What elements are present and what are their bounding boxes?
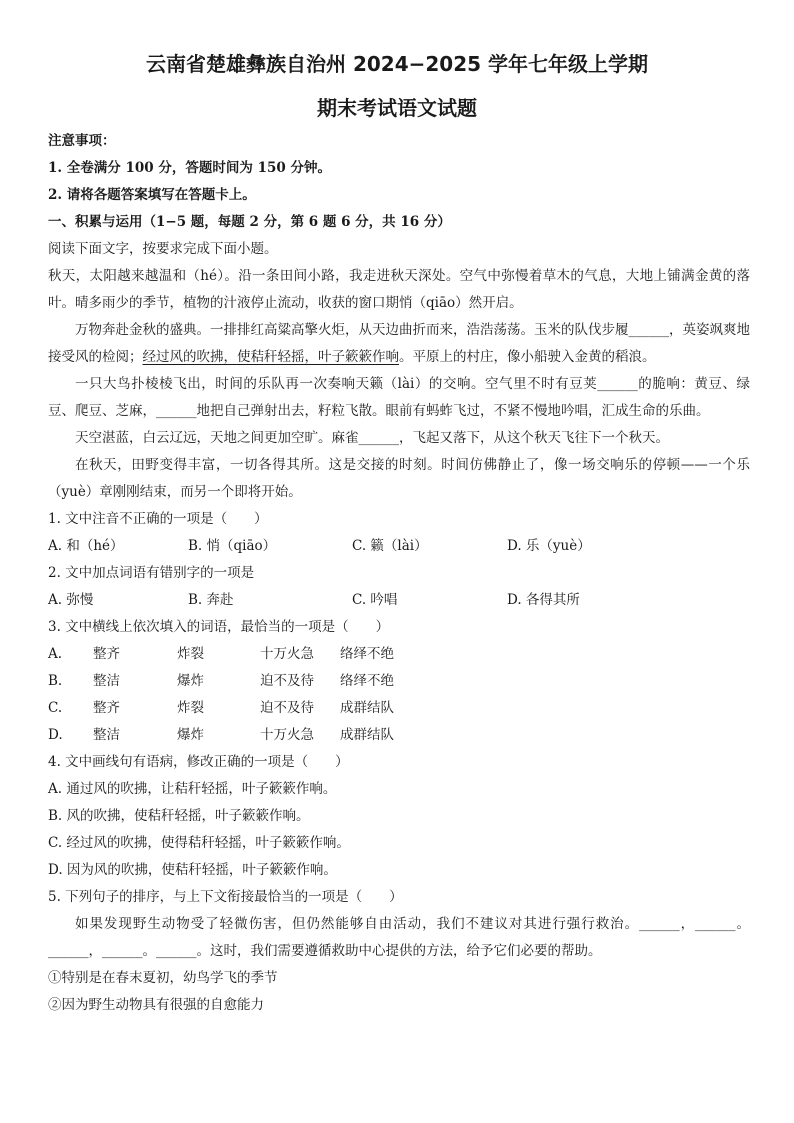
passage-paragraph-1: 秋天，太阳越来越温和（hé）。沿一条田间小路，我走进秋天深处。空气中弥慢着草木的气息，大地上铺满金黄的落叶。晴多雨少的季节，植物的汁液停止流动，收获的窗口期悄（qiāo）然开启。: [48, 268, 750, 311]
word-1: 整洁: [93, 727, 120, 743]
underlined-sentence: 经过风的吹拂，使秸秆轻摇，叶子簌簌作响: [142, 349, 399, 365]
passage-paragraph-4: 天空湛蓝，白云辽远，天地之间更加空旷。麻雀______，飞起又落下，从这个秋天飞往下一个秋天。: [75, 430, 669, 446]
notes-item-1: 1. 全卷满分 100 分，答题时间为 150 分钟。: [48, 160, 331, 176]
question-2-option-d: D. 各得其所: [507, 592, 580, 608]
question-2-stem: 2. 文中加点词语有错别字的一项是: [48, 565, 255, 581]
exam-title-line1: 云南省楚雄彝族自治州 2024−2025 学年七年级上学期: [145, 52, 648, 76]
word-4: 成群结队: [340, 700, 394, 716]
question-5-passage: 如果发现野生动物受了轻微伤害，但仍然能够自由活动，我们不建议对其进行强行救治。______，______。______，______。______。这时，我们需要遵循救助中心提供的方法，给予它们必要的帮助。: [48, 916, 750, 959]
question-4-option-a: A. 通过风的吹拂，让秸秆轻摇，叶子簌簌作响。: [48, 781, 337, 797]
passage-paragraph-5: 在秋天，田野变得丰富，一切各得其所。这是交接的时刻。时间仿佛静止了，像一场交响乐的停顿——一个乐（yuè）章刚刚结束，而另一个即将开始。: [48, 457, 750, 500]
passage-paragraph-2-end: 。平原上的村庄，像小船驶入金黄的稻浪。: [399, 349, 656, 365]
question-3-option-d: [48, 722, 750, 749]
option-letter: C.: [48, 700, 63, 716]
question-2-option-c: C. 吟唱: [352, 592, 398, 608]
word-1: 整齐: [93, 646, 120, 662]
question-4-option-d: D. 因为风的吹拂，使秸秆轻摇，叶子簌簌作响。: [48, 862, 337, 878]
option-letter: D.: [48, 727, 63, 743]
word-2: 炸裂: [177, 700, 204, 716]
word-4: 络绎不绝: [340, 646, 394, 662]
question-2-options: [48, 587, 750, 614]
question-2-option-a: A. 弥慢: [48, 592, 94, 608]
question-3-option-a: [48, 641, 750, 668]
question-1-option-c: C. 籁（lài）: [352, 538, 428, 554]
question-5-item-1: ①特别是在春末夏初，幼鸟学飞的季节: [48, 970, 278, 986]
passage-paragraph-3: 一只大鸟扑棱棱飞出，时间的乐队再一次奏响天籁（lài）的交响。空气里不时有豆荚______的脆响：黄豆、绿豆、爬豆、芝麻，______地把自己弹射出去，籽粒飞散。眼前有蚂蚱飞过，不紧不慢地吟唱，汇成生命的乐曲。: [48, 376, 750, 419]
word-2: 爆炸: [177, 673, 204, 689]
question-1-stem: 1. 文中注音不正确的一项是（ ）: [48, 511, 268, 527]
option-letter: A.: [48, 646, 63, 662]
word-4: 络绎不绝: [340, 673, 394, 689]
exam-title-line2: 期末考试语文试题: [317, 96, 477, 120]
question-2-option-b: B. 奔赴: [188, 592, 234, 608]
question-4-option-b: B. 风的吹拂，使秸秆轻摇，叶子簌簌作响。: [48, 808, 310, 824]
question-5-stem: 5. 下列句子的排序，与上下文衔接最恰当的一项是（ ）: [48, 889, 403, 905]
question-1-option-b: B. 悄（qiāo）: [188, 538, 277, 554]
word-1: 整洁: [93, 673, 120, 689]
word-3: 迫不及待: [260, 673, 314, 689]
exam-body: [48, 128, 750, 1019]
notes-item-2: 2. 请将各题答案填写在答题卡上。: [48, 187, 256, 203]
section-instruction: 阅读下面文字，按要求完成下面小题。: [48, 241, 278, 257]
question-3-option-c: [48, 695, 750, 722]
word-2: 爆炸: [177, 727, 204, 743]
section-heading: 一、积累与运用（1−5 题，每题 2 分，第 6 题 6 分，共 16 分）: [48, 214, 451, 230]
word-4: 成群结队: [340, 727, 394, 743]
question-1-options: [48, 533, 750, 560]
word-3: 迫不及待: [260, 700, 314, 716]
word-1: 整齐: [93, 700, 120, 716]
question-5-item-2: ②因为野生动物具有很强的自愈能力: [48, 997, 264, 1013]
word-2: 炸裂: [177, 646, 204, 662]
question-4-stem: 4. 文中画线句有语病，修改正确的一项是（ ）: [48, 754, 349, 770]
question-3-option-b: [48, 668, 750, 695]
question-1-option-d: D. 乐（yuè）: [507, 538, 591, 554]
word-3: 十万火急: [260, 646, 314, 662]
passage-paragraph-2-start: 万物奔赴金秋的盛典。一排排红高粱高擎火炬，从天边曲折而来，浩浩荡荡。玉米的队伐步履______，英姿飒爽地接受风的检阅；: [48, 322, 750, 365]
question-4-option-c: C. 经过风的吹拂，使得秸秆轻摇，叶子簌簌作响。: [48, 835, 350, 851]
word-3: 十万火急: [260, 727, 314, 743]
option-letter: B.: [48, 673, 63, 689]
notes-heading: 注意事项：: [48, 133, 116, 149]
question-3-stem: 3. 文中横线上依次填入的词语，最恰当的一项是（ ）: [48, 619, 390, 635]
passage-paragraph-2: [48, 317, 750, 371]
question-1-option-a: A. 和（hé）: [48, 538, 124, 554]
